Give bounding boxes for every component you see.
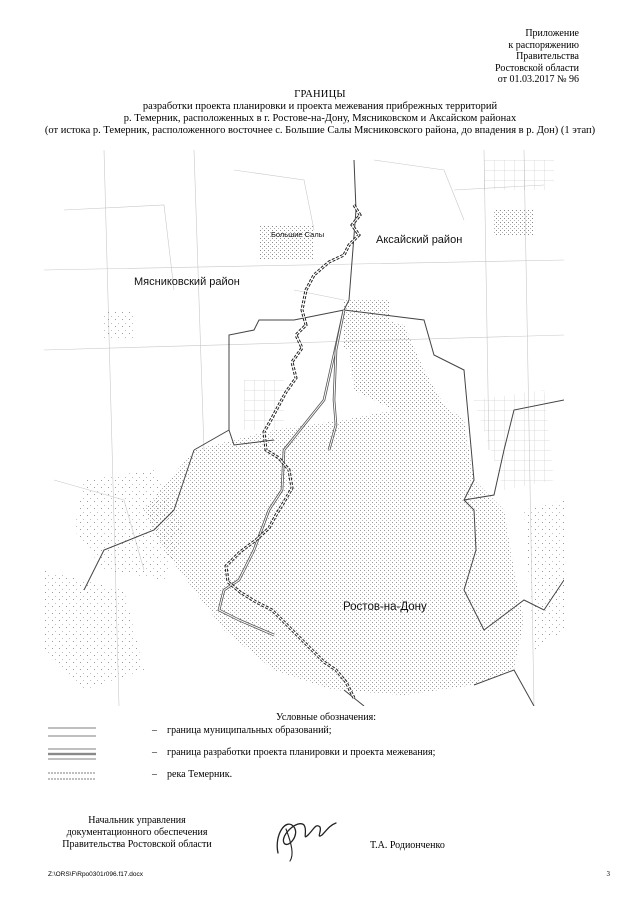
position-line: документационного обеспечения	[66, 827, 208, 838]
appendix-line: Приложение	[525, 28, 579, 39]
title-line: (от истока р. Темерник, расположенного восточнее с. Большие Салы Мясниковского района, до впадения в р. Дон) (1 этап)	[44, 125, 596, 136]
legend-dash: –	[152, 769, 157, 780]
document-title	[0, 89, 640, 137]
municipal-boundary-symbol	[48, 724, 96, 740]
label-bolshie-saly: Большие Салы	[271, 230, 325, 239]
legend-text: граница разработки проекта планировки и проекта межевания;	[167, 747, 436, 758]
file-path: Z:\ORS\F\Rpo0301r096.f17.docx	[48, 871, 144, 878]
legend-item-planning-boundary	[48, 744, 468, 764]
label-rostov-on-don: Ростов-на-Дону	[343, 601, 427, 613]
title-heading: ГРАНИЦЫ	[294, 89, 346, 100]
appendix-block	[419, 28, 579, 86]
legend-title: Условные обозначения:	[276, 712, 377, 723]
label-aksai-district: Аксайский район	[376, 234, 463, 246]
title-line: разработки проекта планировки и проекта межевания прибрежных территорий	[142, 101, 498, 112]
appendix-line: Правительства	[516, 51, 579, 62]
label-myasnikovsky-district: Мясниковский район	[134, 276, 240, 288]
legend-dash: –	[152, 725, 157, 736]
handwritten-signature	[264, 805, 344, 865]
title-line: р. Темерник, расположенных в г. Ростове-на-Дону, Мясниковском и Аксайском районах	[123, 113, 517, 124]
planning-boundary-symbol	[48, 746, 96, 762]
signatory-name: Т.А. Родионченко	[370, 840, 445, 851]
position-line: Правительства Ростовской области	[62, 839, 212, 850]
legend-item-municipal-boundary	[48, 722, 468, 742]
signatory-position	[62, 815, 212, 851]
appendix-line: от 01.03.2017 № 96	[497, 74, 579, 85]
legend-item-river	[48, 766, 468, 786]
position-line: Начальник управления	[88, 815, 186, 826]
appendix-line: Ростовской области	[495, 62, 579, 74]
legend-text: река Темерник.	[167, 769, 233, 780]
legend-dash: –	[152, 747, 157, 758]
urban-area	[44, 310, 564, 695]
river-symbol	[48, 768, 96, 784]
appendix-line: к распоряжению	[508, 39, 579, 51]
page-number: 3	[606, 870, 610, 878]
legend-text: граница муниципальных образований;	[167, 725, 332, 736]
